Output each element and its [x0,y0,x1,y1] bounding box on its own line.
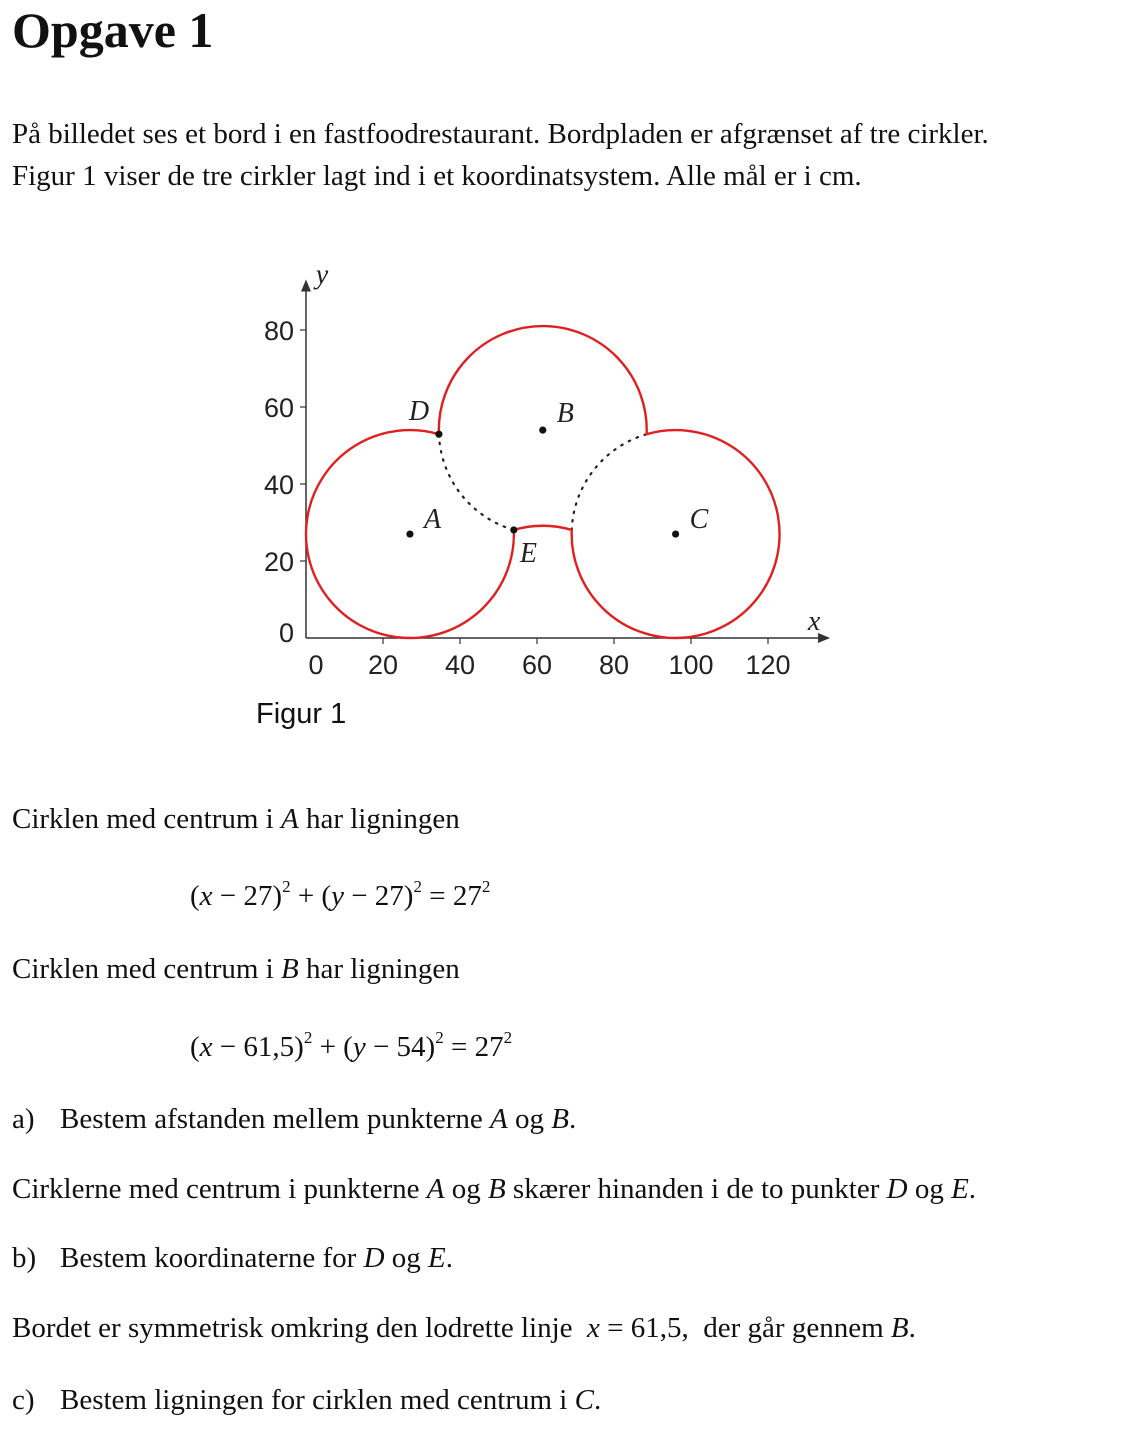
point-label-b: B [556,398,574,430]
x-tick-label-20: 20 [367,650,399,680]
y-tick-label-80: 80 [263,316,294,346]
x-tick-label-100: 100 [668,650,714,680]
x-tick-label-60: 60 [521,650,553,680]
figure-caption: Figur 1 [256,698,347,730]
circle-b-intro-lead: Cirklen med centrum i B har ligningen [12,953,460,985]
point-label-a: A [423,504,442,536]
circle-a-intro [12,798,460,840]
coordinate-diagram [250,270,850,740]
circle-b-intro [12,948,460,990]
point-c [672,530,679,537]
intro-paragraph [12,113,989,197]
y-tick-label-40: 40 [263,470,294,500]
circle-a-intro-lead: Cirklen med centrum i A har ligningen [12,803,460,835]
question-a: a) Bestem afstanden mellem punkterne A og B. [12,1103,577,1135]
y-tick-label-60: 60 [263,393,294,423]
point-e [510,526,517,533]
table-outline [306,326,780,638]
x-tick-label-40: 40 [444,650,476,680]
intro-line-1: På billedet ses et bord i en fastfoodrestaurant. Bordpladen er afgrænset af tre cirkler. [12,118,989,150]
x-tick-label-0: 0 [308,650,324,680]
question-c: c) Bestem ligningen for cirklen med centrum i C. [12,1384,602,1416]
table-outline-path [306,326,780,638]
intro-line-2: Figur 1 viser de tre cirkler lagt ind i et koordinatsystem. Alle mål er i cm. [12,160,862,192]
d-e-statement: Cirklerne med centrum i punkterne A og B skærer hinanden i de to punkter D og E. [12,1173,977,1205]
point-a [406,530,413,537]
question-b: b) Bestem koordinaterne for D og E. [12,1242,454,1274]
y-tick-label-20: 20 [263,547,294,577]
page-title: Opgave 1 [12,2,214,58]
circle-b-equation: $(x - 61,5)^2 + (y - 54)^2 = 27^2$ [190,1028,513,1063]
point-label-c: C [689,504,709,536]
point-label-d: D [408,396,430,428]
x-tick-label-80: 80 [598,650,630,680]
y-tick-label-0: 0 [278,618,294,648]
point-b [539,427,546,434]
circle-a-equation: $(x - 27)^2 + (y - 27)^2 = 27^2$ [190,877,491,912]
hidden-arcs [439,434,647,530]
hidden-arc-bc [572,434,647,530]
x-tick-label-120: 120 [745,650,791,680]
point-d [435,431,442,438]
y-axis-label: y [315,270,329,291]
points [406,396,708,569]
y-axis-arrow [301,280,311,292]
figure-1 [250,270,850,740]
x-axis-label: x [807,606,821,637]
hidden-arc-ab [439,434,514,530]
symmetry-statement: Bordet er symmetrisk omkring den lodrette linje x = 61,5, der går gennem B. [12,1312,916,1344]
point-label-e: E [519,537,537,569]
